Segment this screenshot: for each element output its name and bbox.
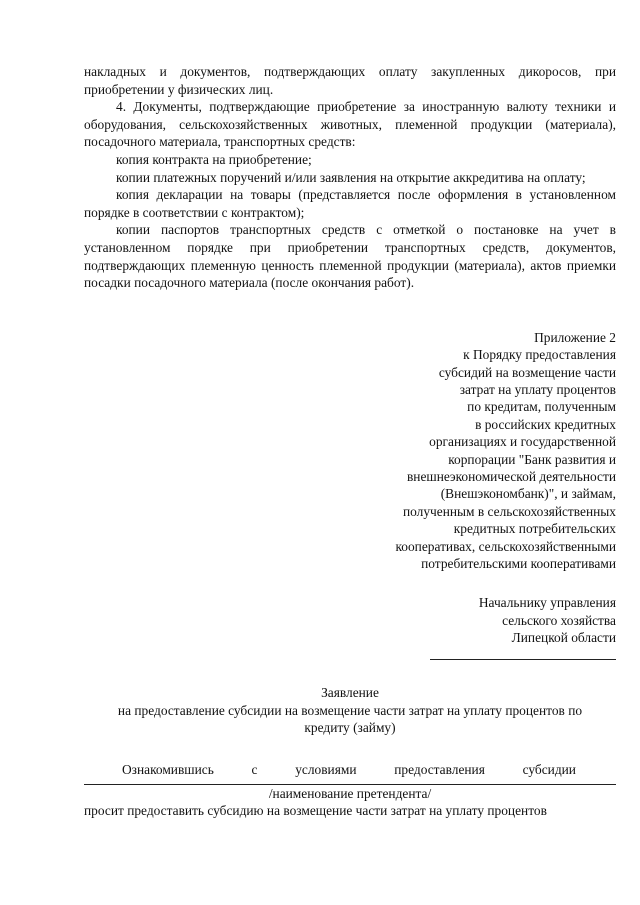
appendix-line: (Внешэкономбанк)", и займам, [440,486,616,502]
requirements-section [84,63,616,292]
statement-title-block [84,684,616,737]
appendix-line: внешнеэкономической деятельности [406,468,616,484]
appendix-line: в российских кредитных [475,416,616,432]
addressee-block [84,594,616,664]
appendix-header [84,329,616,573]
appendix-line: кредитных потребительских [453,521,616,537]
familiar-word: субсидии [522,761,576,777]
statement-title: Заявление [321,685,379,701]
appendix-line: к Порядку предоставления [463,347,616,363]
familiar-line [84,761,616,779]
familiar-word: Ознакомившись [122,761,214,777]
request-text: просит предоставить субсидию на возмещение части затрат на уплату процентов [84,803,547,819]
familiar-word: предоставления [394,761,485,777]
applicant-caption: /наименование претендента/ [268,786,432,802]
applicant-name-blank [84,778,616,785]
appendix-line: корпорации "Банк развития и [448,451,616,467]
appendix-line: кооперативах, сельскохозяйственными [395,538,616,554]
paragraph: 4. Документы, подтверждающие приобретение за иностранную валюту техники и оборудования, сельскохозяйственных животных, племенной продукции (материала), посадочного материала, транспортных средств: [84,99,616,150]
familiar-word: условиями [295,761,357,777]
addressee-name-blank [430,647,616,660]
appendix-line: потребительскими кооперативами [421,556,616,571]
appendix-line: полученным в сельскохозяйственных [402,503,616,519]
addressee-line: сельского хозяйства [502,612,616,628]
appendix-line: организациях и государственной [429,434,616,450]
paragraph: копия контракта на приобретение; [116,151,312,167]
appendix-line: Приложение 2 [534,329,616,345]
statement-subtitle: на предоставление субсидии на возмещение части затрат на уплату процентов по [117,702,583,718]
familiar-word: с [251,761,258,777]
addressee-line: Липецкой области [511,630,616,646]
addressee-line: Начальнику управления [478,595,616,611]
paragraph: копия декларации на товары (представляется после оформления в установленном порядке в соответствии с контрактом); [84,187,616,220]
document-page [84,63,616,820]
appendix-line: по кредитам, полученным [467,399,616,415]
paragraph: накладных и документов, подтверждающих оплату закупленных дикоросов, при приобретении у физических лиц. [84,64,616,97]
paragraph: копии платежных поручений и/или заявления на открытие аккредитива на оплату; [116,169,586,185]
appendix-line: субсидий на возмещение части [438,364,616,380]
statement-subtitle: кредиту (займу) [304,720,396,736]
paragraph: копии паспортов транспортных средств с отметкой о постановке на учет в установленном порядке при приобретении транспортных средств, документов, подтверждающих племенную ценность племенной продукции (материала), актов приемки посадки посадочного материала (после окончания работ). [84,222,616,291]
appendix-line: затрат на уплату процентов [459,381,616,397]
